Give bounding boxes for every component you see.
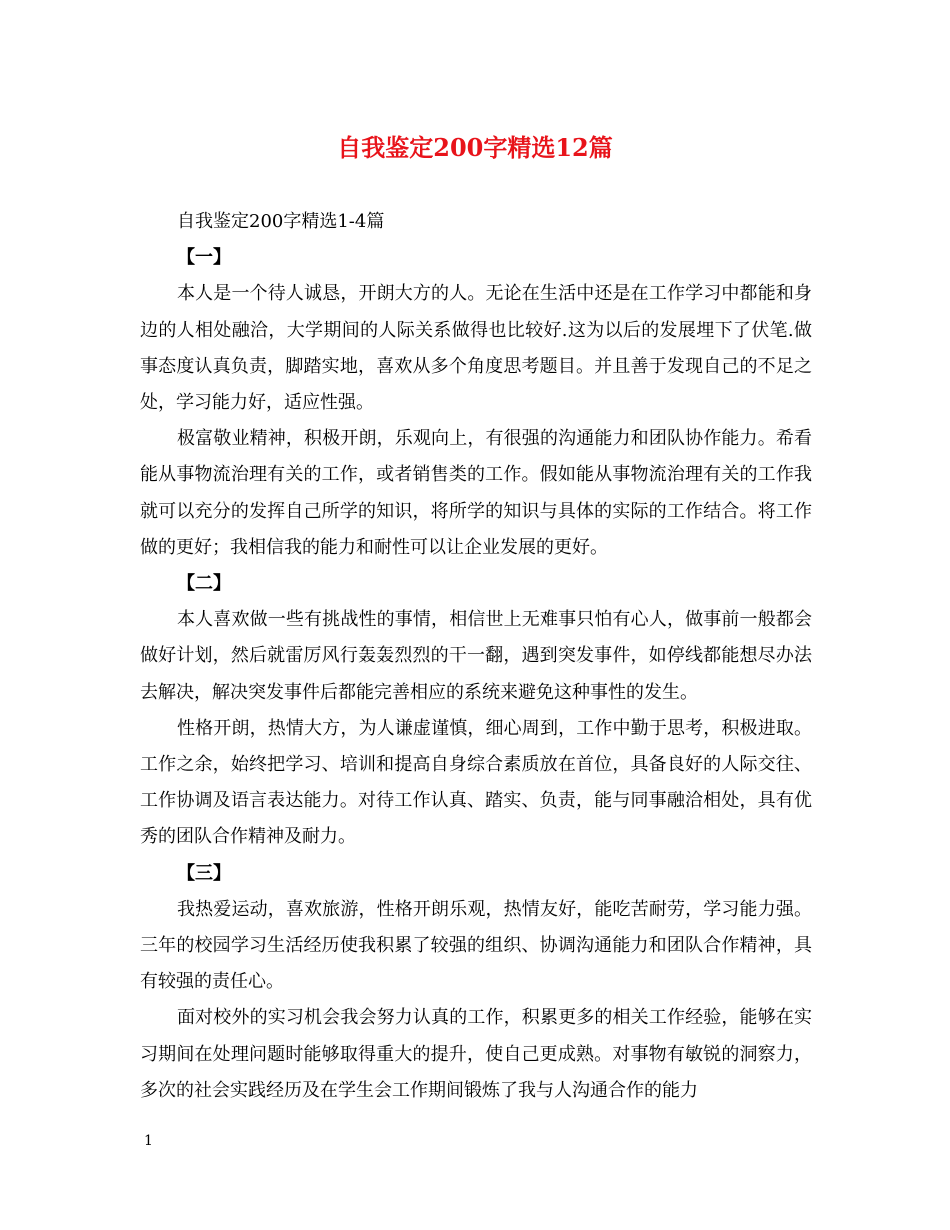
document-subtitle: 自我鉴定200字精选1-4篇 bbox=[177, 211, 385, 232]
document-title: 自我鉴定200字精选12篇 bbox=[337, 133, 613, 162]
section-heading: 【二】 bbox=[177, 573, 231, 595]
paragraph: 极富敬业精神，积极开朗，乐观向上，有很强的沟通能力和团队协作能力。希看能从事物流治理有关的工作，或者销售类的工作。假如能从事物流治理有关的工作我就可以充分的发挥自己所学的知识，将所学的知识与具体的实际的工作结合。将工作做的更好；我相信我的能力和耐性可以让企业发展的更好。 bbox=[140, 428, 812, 558]
paragraph: 本人喜欢做一些有挑战性的事情，相信世上无难事只怕有心人，做事前一般都会做好计划，然后就雷厉风行轰轰烈烈的干一翻，遇到突发事件，如停线都能想尽办法去解决，解决突发事件后都能完善相应的系统来避免这种事性的发生。 bbox=[140, 609, 812, 703]
section-heading: 【一】 bbox=[177, 247, 231, 269]
section-heading: 【三】 bbox=[177, 862, 231, 884]
paragraph: 面对校外的实习机会我会努力认真的工作，积累更多的相关工作经验，能够在实习期间在处理问题时能够取得重大的提升，使自己更成熟。对事物有敏锐的洞察力，多次的社会实践经历及在学生会工作期间锻炼了我与人沟通合作的能力 bbox=[140, 1007, 812, 1101]
page-number: 1 bbox=[144, 1133, 153, 1149]
paragraph: 性格开朗，热情大方，为人谦虚谨慎，细心周到，工作中勤于思考，积极进取。工作之余，始终把学习、培训和提高自身综合素质放在首位，具备良好的人际交往、工作协调及语言表达能力。对待工作认真、踏实、负责，能与同事融洽相处，具有优秀的团队合作精神及耐力。 bbox=[140, 717, 812, 848]
paragraph: 我热爱运动，喜欢旅游，性格开朗乐观，热情友好，能吃苦耐劳，学习能力强。三年的校园学习生活经历使我积累了较强的组织、协调沟通能力和团队合作精神，具有较强的责任心。 bbox=[140, 898, 812, 993]
paragraph: 本人是一个待人诚恳，开朗大方的人。无论在生活中还是在工作学习中都能和身边的人相处融洽，大学期间的人际关系做得也比较好.这为以后的发展埋下了伏笔.做事态度认真负责，脚踏实地，喜欢从多个角度思考题目。并且善于发现自己的不足之处，学习能力好，适应性强。 bbox=[140, 283, 812, 414]
document-body bbox=[140, 204, 812, 1109]
